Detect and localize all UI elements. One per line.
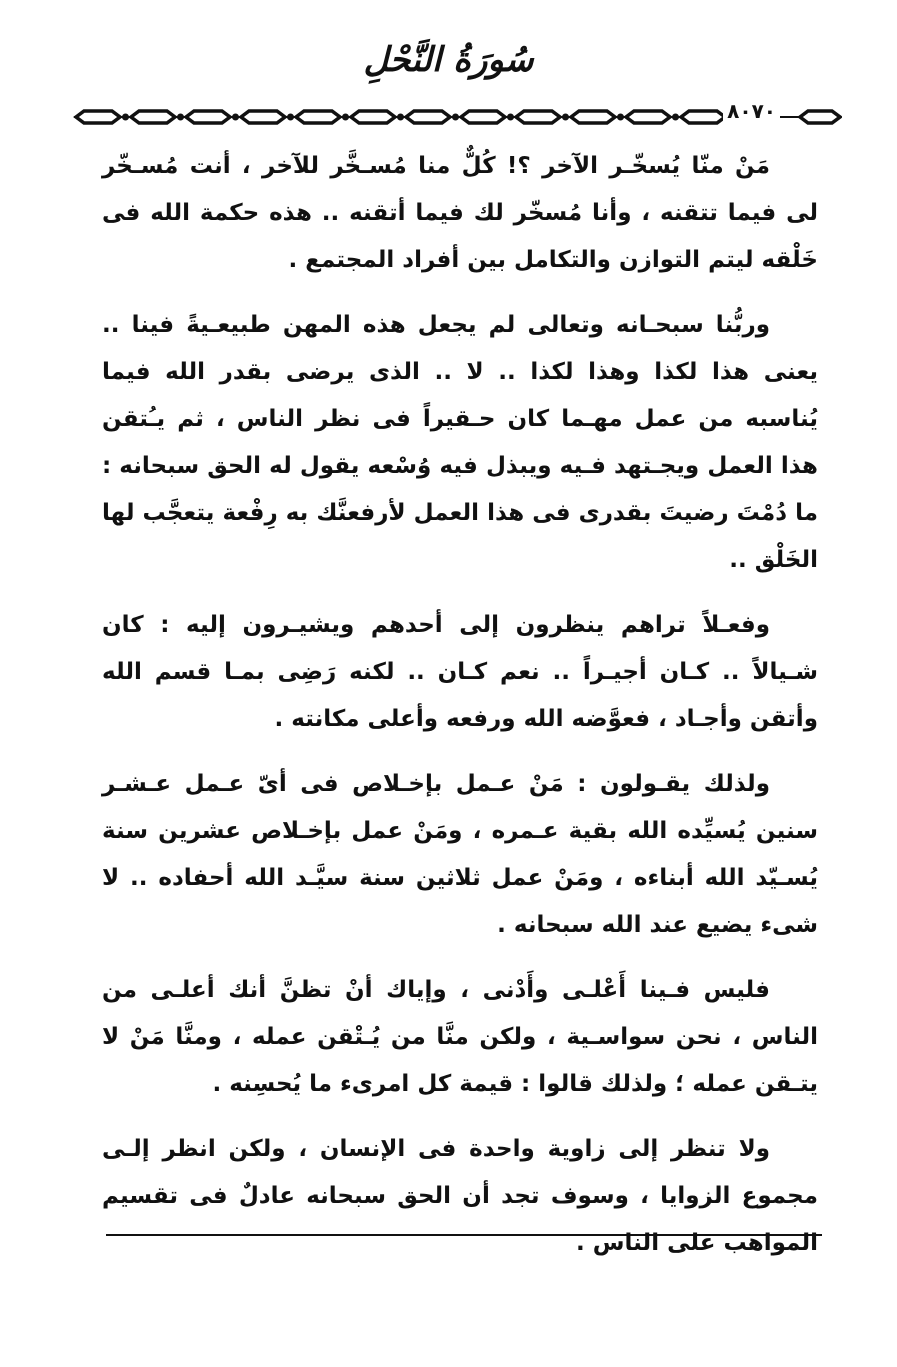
paragraph-2: وربُّنا سبحـانه وتعالى لم يجعل هذه المهن طبيعـيةً فينا .. يعنى هذا لكذا وهذا لكذا .. لا .. الذى يرضى بقدر الله فيما يُناسبه من عمل مهـما كان حـقيراً فى نظر الناس ، ثم يـُتقن هذا العمل ويجـتهد فـيه ويبذل فيه وُسْعه يقول له الحق سبحانه : ما دُمْتَ رضيتَ بقدرى فى هذا العمل لأرفعنَّك به رِفْعة يتعجَّب لها الخَلْق .. bbox=[102, 312, 818, 573]
surah-title: سُورَةُ النَّحْلِ bbox=[363, 40, 534, 80]
chain-link-icon bbox=[351, 111, 395, 123]
paragraph-4: ولذلك يقـولون : مَنْ عـمل بإخـلاص فى أىّ عـمل عـشـر سنين يُسيِّده الله بقية عـمره ، ومَنْ عمل بإخـلاص عشرين سنة يُسـيّد الله أبناءه ، ومَنْ عمل ثلاثين سنة سيَّـد الله أحفاده .. لا شىء يضيع عند الله سبحانه . bbox=[102, 771, 818, 938]
chain-dot-icon bbox=[177, 114, 184, 121]
chain-link-icon bbox=[516, 111, 560, 123]
chain-link-icon bbox=[131, 111, 175, 123]
chain-dot-icon bbox=[562, 114, 569, 121]
chain-link-icon bbox=[406, 111, 450, 123]
chain-link-icon bbox=[800, 111, 840, 123]
chain-link-icon bbox=[626, 111, 670, 123]
chain-dot-icon bbox=[287, 114, 294, 121]
chain-dot-icon bbox=[507, 114, 514, 121]
chain-link-icon bbox=[461, 111, 505, 123]
footer-divider bbox=[106, 1234, 822, 1236]
chain-link-icon bbox=[186, 111, 230, 123]
chain-dot-icon bbox=[617, 114, 624, 121]
decorative-header-band bbox=[72, 95, 842, 135]
chain-link-icon bbox=[571, 111, 615, 123]
chain-dot-icon bbox=[122, 114, 129, 121]
chain-link-icon bbox=[681, 111, 725, 123]
chain-link-icon bbox=[76, 111, 120, 123]
chain-dot-icon bbox=[672, 114, 679, 121]
paragraph-1: مَنْ منّا يُسخّـر الآخر ؟! كُلٌّ منا مُسـخَّر للآخر ، أنت مُسـخّر لى فيما تتقنه ، وأنا مُسخّر لك فيما أتقنه .. هذه حكمة الله فى خَلْقه ليتم التوازن والتكامل بين أفراد المجتمع . bbox=[102, 153, 818, 273]
chain-link-icon bbox=[296, 111, 340, 123]
chain-dot-icon bbox=[397, 114, 404, 121]
chain-dot-icon bbox=[452, 114, 459, 121]
paragraph-6: ولا تنظر إلى زاوية واحدة فى الإنسان ، ولكن انظر إلـى مجموع الزوايا ، وسوف تجد أن الحق سبحانه عادلٌ فى تقسيم المواهب على الناس . bbox=[102, 1136, 818, 1256]
chain-dot-icon bbox=[232, 114, 239, 121]
main-text bbox=[102, 143, 818, 1285]
chain-link-icon bbox=[241, 111, 285, 123]
page-number: ٨٠٧٠ bbox=[723, 99, 780, 123]
paragraph-5: فليس فـينا أَعْلـى وأَدْنى ، وإياك أنْ تظنَّ أنك أعلـى من الناس ، نحن سواسـية ، ولكن منَّا من يُـتْقن عمله ، ومنَّا مَنْ لا يتـقن عمله ؛ ولذلك قالوا : قيمة كل امرىء ما يُحسِنه . bbox=[102, 977, 818, 1097]
chain-dot-icon bbox=[342, 114, 349, 121]
paragraph-3: وفعـلاً تراهم ينظرون إلى أحدهم ويشيـرون إليه : كان شـيالاً .. كـان أجيـراً .. نعم كـان .. لكنه رَضِى بمـا قسم الله وأتقن وأجـاد ، فعوَّضه الله ورفعه وأعلى مكانته . bbox=[102, 612, 818, 732]
